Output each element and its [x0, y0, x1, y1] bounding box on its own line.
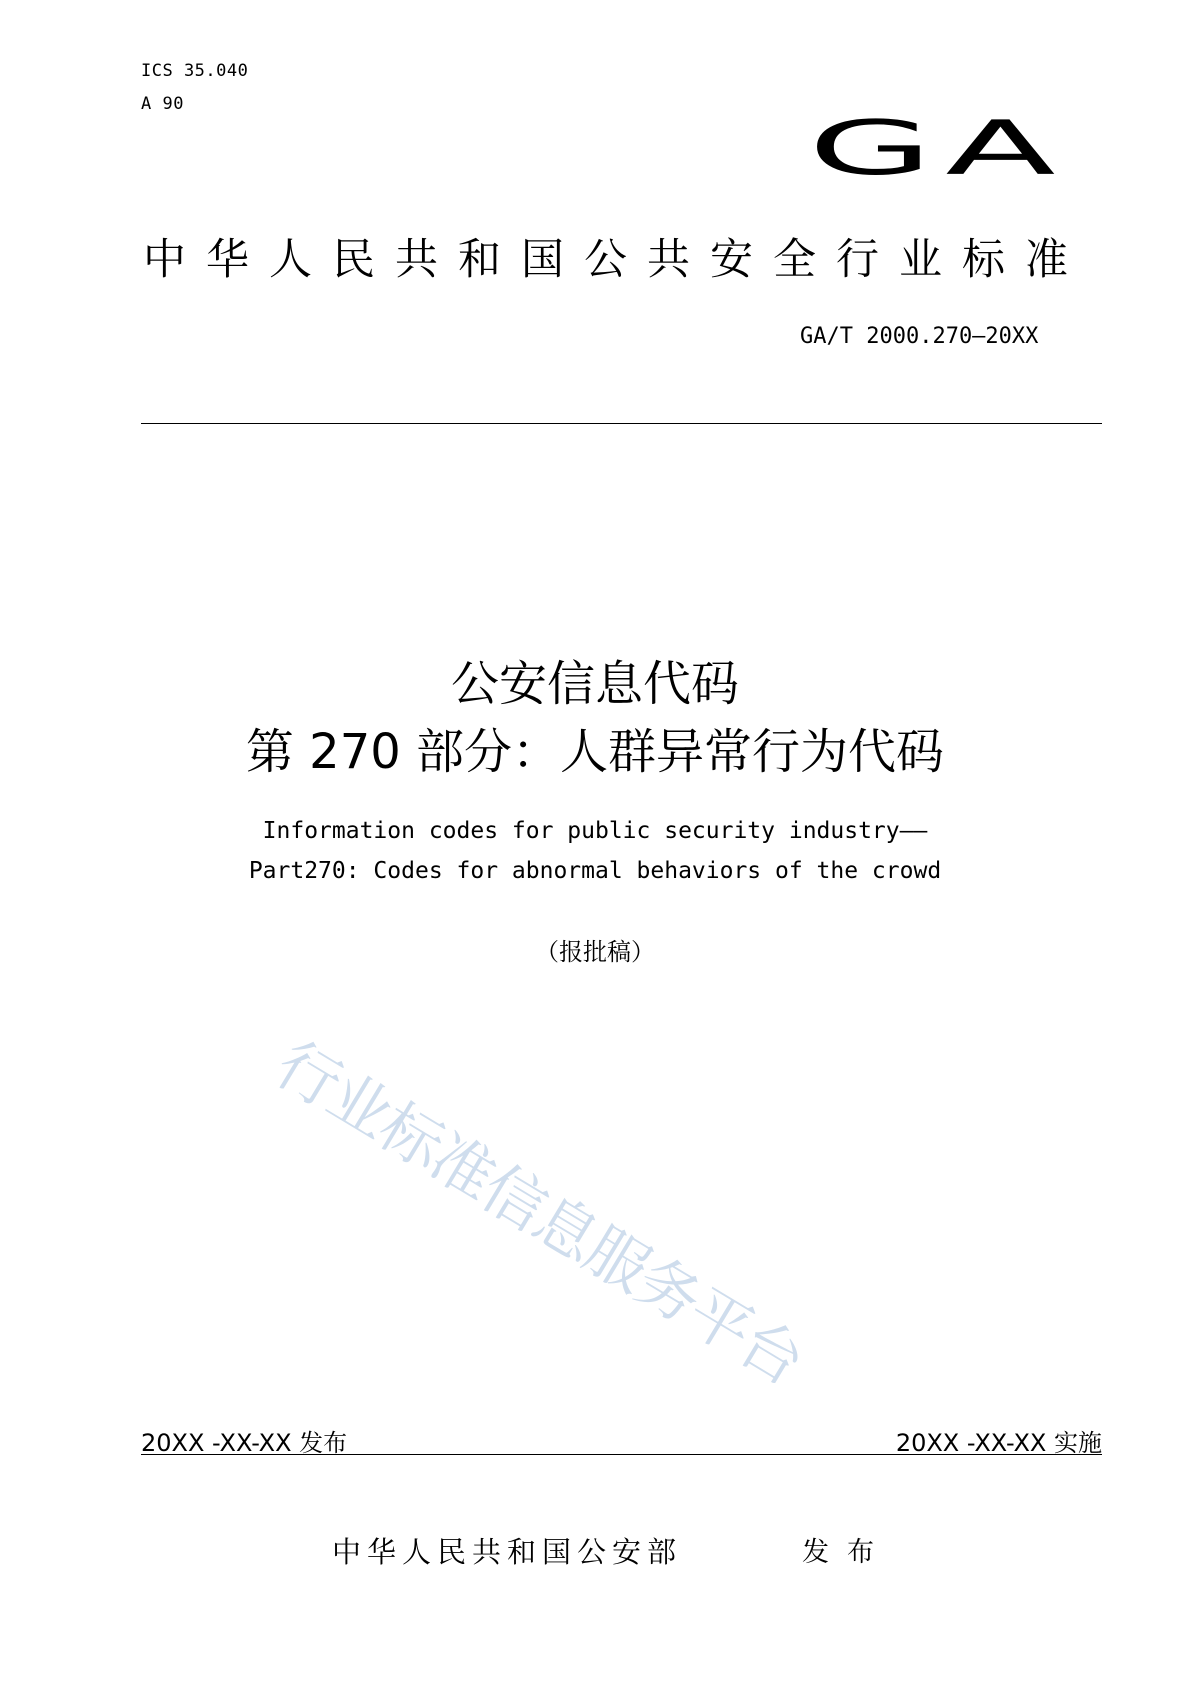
bottom-divider [141, 1454, 1102, 1455]
implementation-date: 20XX -XX-XX 实施 [895, 1429, 1102, 1457]
issue-label: 发布 [802, 1537, 892, 1568]
issuing-authority: 中华人民共和国公安部 [332, 1535, 683, 1569]
ga-logo: GA [808, 104, 1068, 192]
top-divider [141, 423, 1102, 424]
standard-number: GA/T 2000.270—20XX [800, 324, 1039, 349]
watermark: 行业标准信息服务平台 [263, 1027, 816, 1399]
draft-status: （报批稿） [535, 938, 655, 966]
english-title-line-2: Part270: Codes for abnormal behaviors of the crowd [248, 858, 942, 884]
english-title-line-1: Information codes for public security industry—— [262, 818, 928, 844]
chinese-title-line-2: 第 270 部分：人群异常行为代码 [245, 724, 945, 780]
chinese-title-line-1: 公安信息代码 [450, 656, 739, 712]
release-date: 20XX -XX-XX 发布 [141, 1429, 348, 1457]
ics-code: ICS 35.040 [141, 61, 249, 81]
standard-type-heading: 中华人民共和国公共安全行业标准 [143, 235, 1088, 285]
classification-code: A 90 [141, 94, 184, 114]
